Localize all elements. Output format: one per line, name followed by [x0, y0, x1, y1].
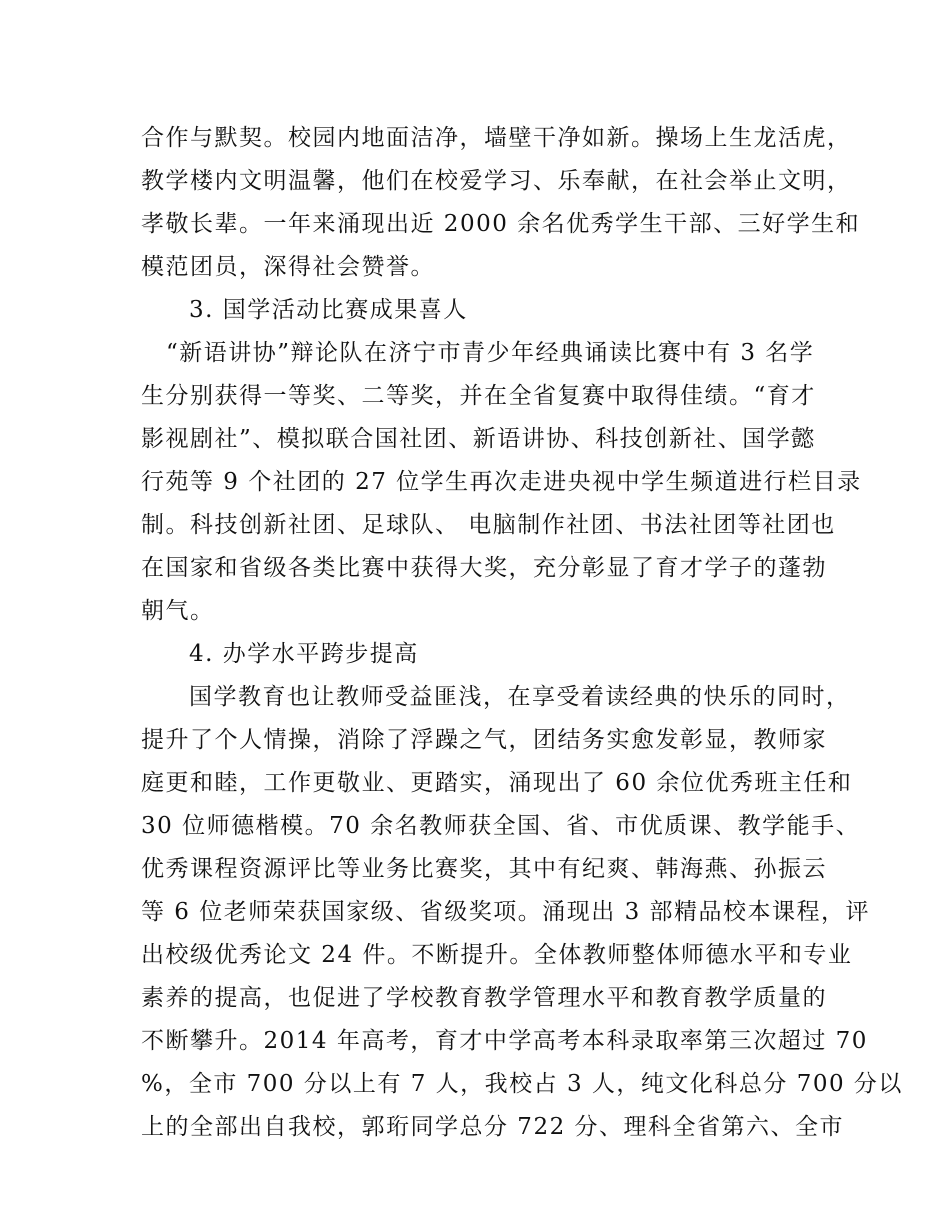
paragraph-line: 上的全部出自我校，郭珩同学总分 722 分、理科全省第六、全市: [141, 1114, 845, 1140]
paragraph-line: 出校级优秀论文 24 件。不断提升。全体教师整体师德水平和专业: [141, 942, 853, 968]
paragraph-line: 制。科技创新社团、足球队、 电脑制作社团、书法社团等社团也: [141, 512, 836, 538]
paragraph-line: 在国家和省级各类比赛中获得大奖，充分彰显了育才学子的蓬勃: [141, 555, 827, 581]
paragraph-line: 教学楼内文明温馨，他们在校爱学习、乐奉献，在社会举止文明，: [141, 168, 852, 194]
paragraph-line: 生分别获得一等奖、二等奖，并在全省复赛中取得佳绩。“育才: [141, 383, 816, 409]
paragraph-line: 朝气。: [141, 598, 215, 624]
paragraph-line: 等 6 位老师荣获国家级、省级奖项。涌现出 3 部精品校本课程，评: [141, 899, 871, 925]
paragraph-line: 不断攀升。2014 年高考，育才中学高考本科录取率第三次超过 70: [141, 1028, 868, 1054]
paragraph-line: 国学教育也让教师受益匪浅，在享受着读经典的快乐的同时，: [189, 684, 851, 710]
paragraph-line: 行苑等 9 个社团的 27 位学生再次走进央视中学生频道进行栏目录: [141, 469, 862, 495]
section-heading: 4. 办学水平跨步提高: [189, 641, 419, 667]
paragraph-line: “新语讲协”辩论队在济宁市青少年经典诵读比赛中有 3 名学: [166, 340, 815, 366]
paragraph-line: %，全市 700 分以上有 7 人，我校占 3 人，纯文化科总分 700 分以: [141, 1071, 903, 1097]
paragraph-line: 合作与默契。校园内地面洁净，墙壁干净如新。操场上生龙活虎，: [141, 125, 852, 151]
paragraph-line: 素养的提高，也促进了学校教育教学管理水平和教育教学质量的: [141, 985, 827, 1011]
paragraph-line: 优秀课程资源评比等业务比赛奖，其中有纪爽、韩海燕、孙振云: [141, 856, 827, 882]
paragraph-line: 模范团员，深得社会赞誉。: [141, 254, 435, 280]
paragraph-line: 庭更和睦，工作更敬业、更踏实，涌现出了 60 余位优秀班主任和: [141, 770, 853, 796]
paragraph-line: 孝敬长辈。一年来涌现出近 2000 余名优秀学生干部、三好学生和: [141, 211, 861, 237]
paragraph-line: 提升了个人情操，消除了浮躁之气，团结务实愈发彰显，教师家: [141, 727, 827, 753]
section-heading: 3. 国学活动比赛成果喜人: [189, 297, 468, 323]
paragraph-line: 30 位师德楷模。70 余名教师获全国、省、市优质课、教学能手、: [141, 813, 861, 839]
paragraph-line: 影视剧社”、模拟联合国社团、新语讲协、科技创新社、国学懿: [141, 426, 816, 452]
